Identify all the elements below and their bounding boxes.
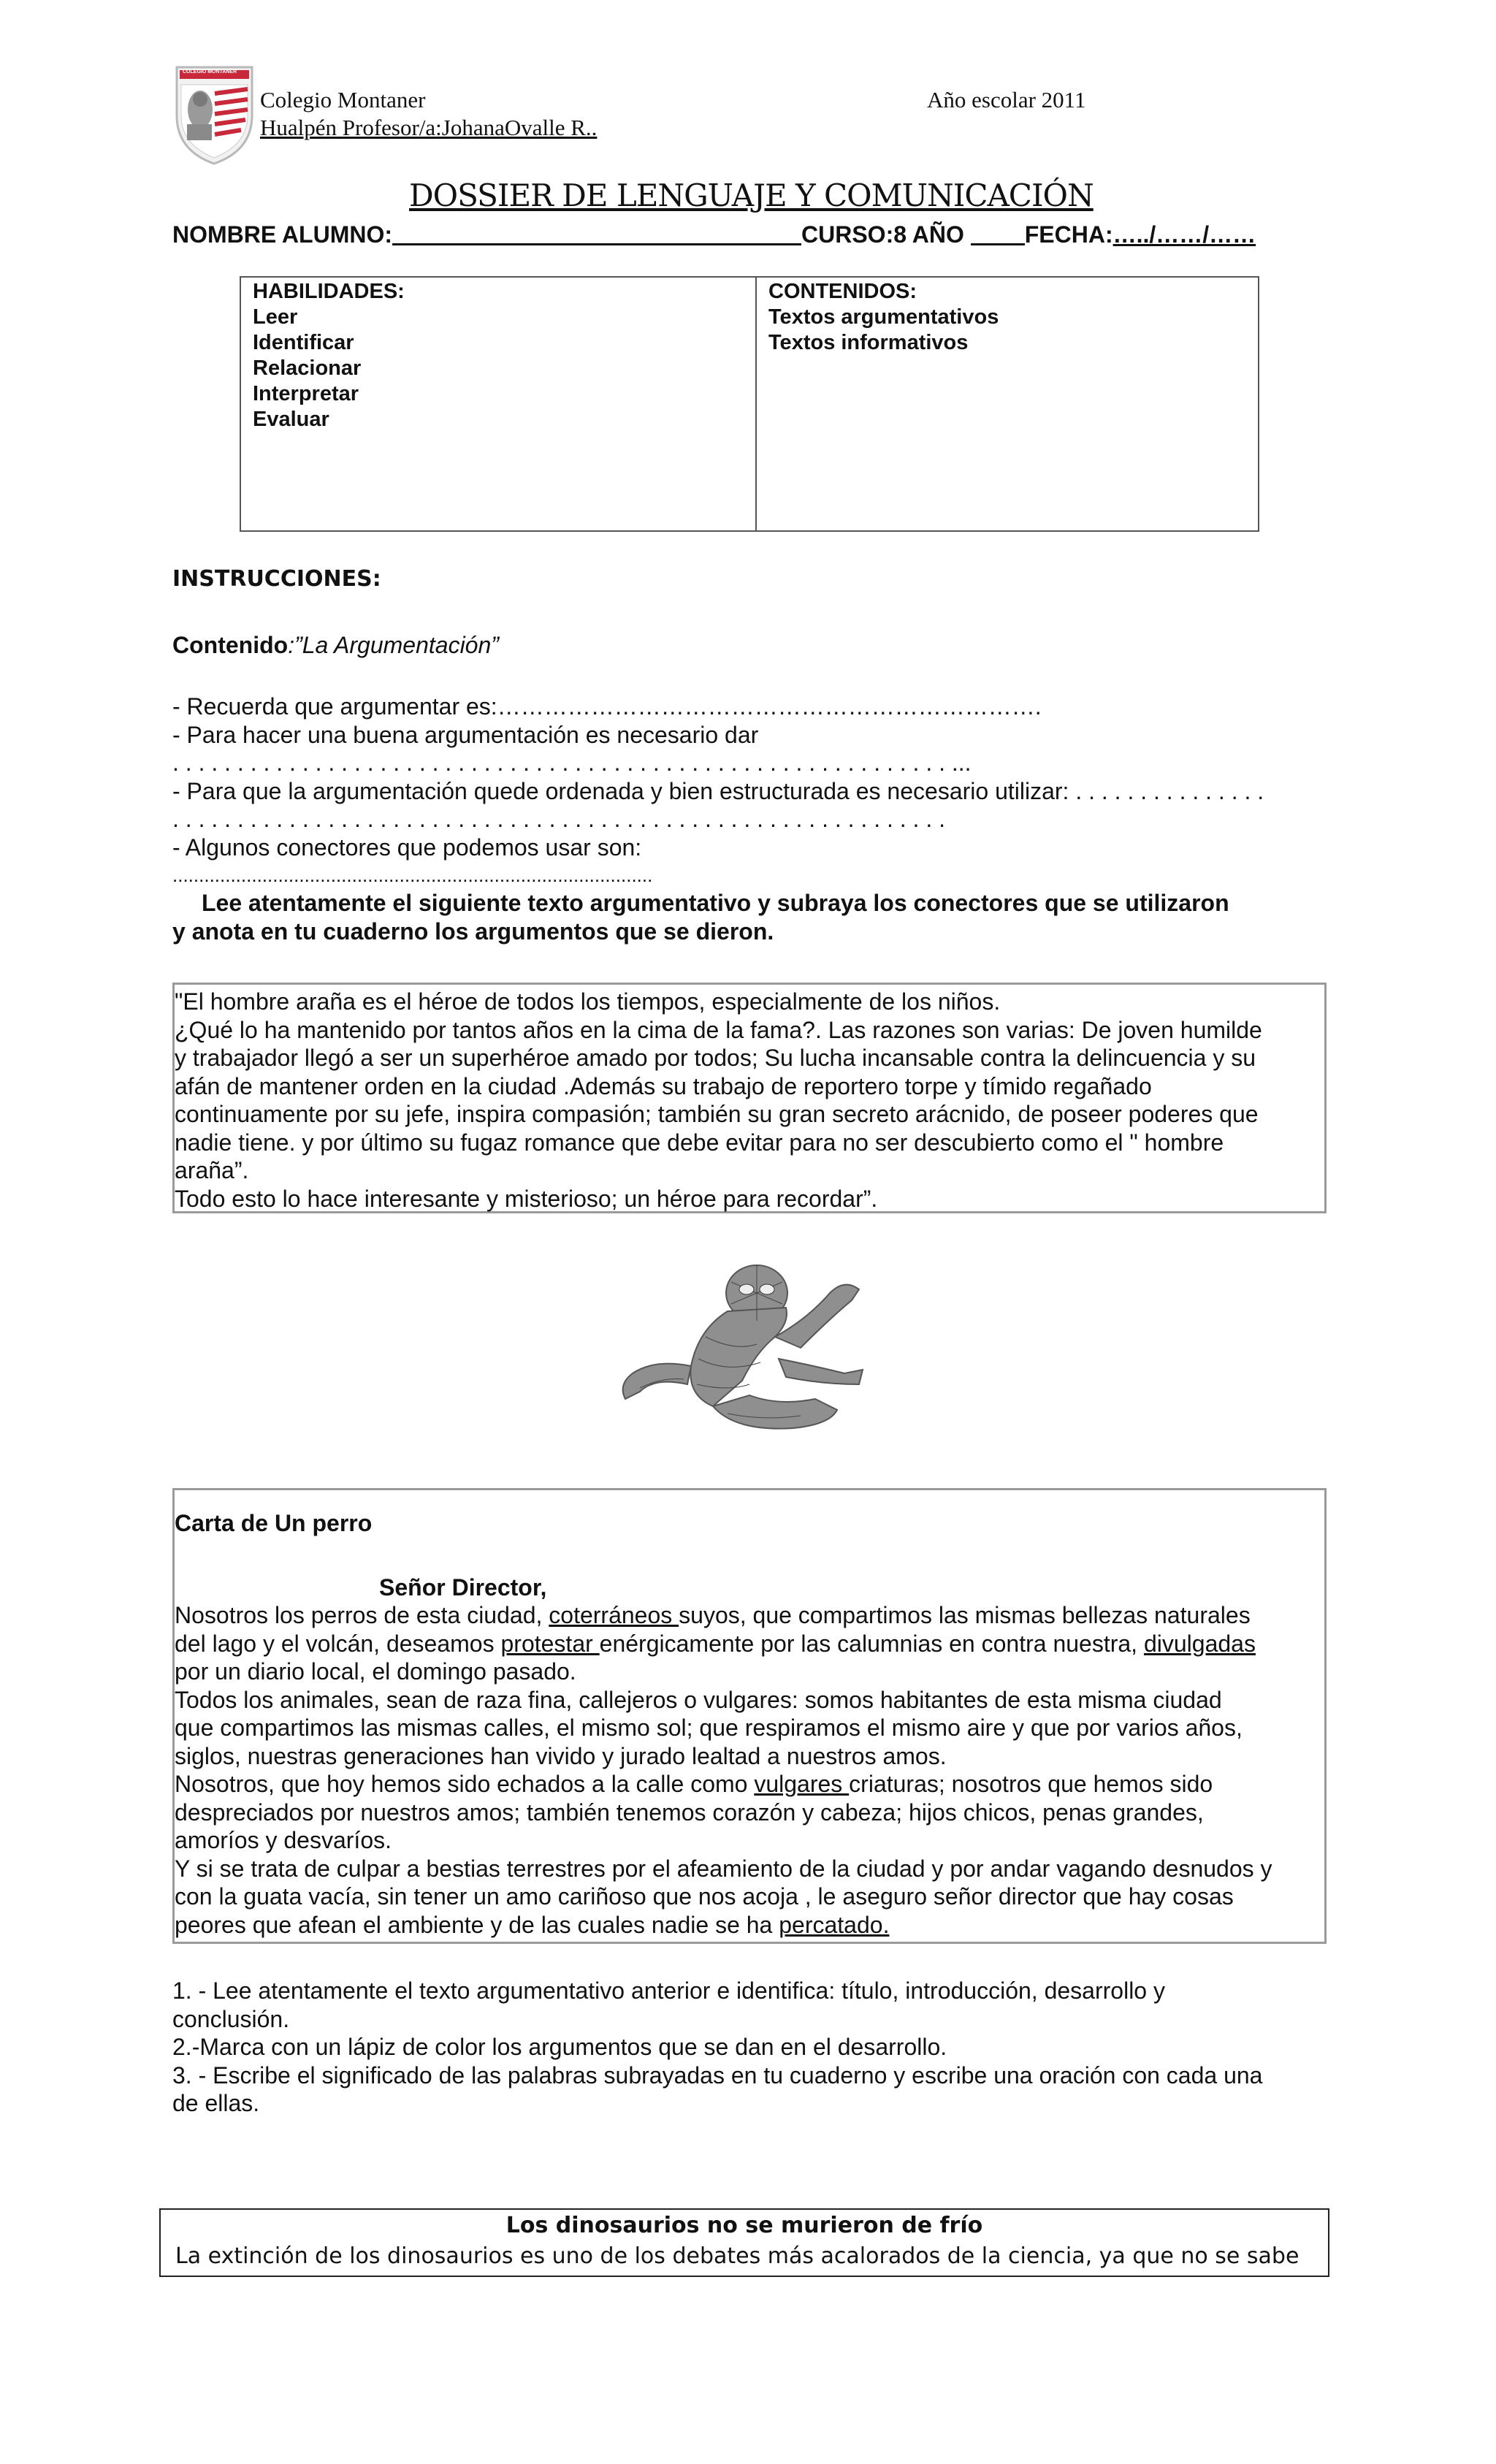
school-logo — [172, 64, 256, 167]
letter-box — [172, 1488, 1327, 1944]
instruction-line: ........................................................................................... — [172, 864, 653, 886]
skills-header: HABILIDADES: — [253, 280, 405, 303]
date-value[interactable]: …../……/…… — [1113, 221, 1256, 248]
letter-line: con la guata vacía, sin tener un amo cariñoso que nos acoja , le aseguro señor director que hay cosas — [175, 1883, 1234, 1910]
contents-header: CONTENIDOS: — [768, 280, 917, 303]
content-value: :”La Argumentación” — [288, 632, 499, 658]
instruction-line: - Recuerda que argumentar es:……………………………………………………………. — [172, 693, 1042, 720]
school-crest-icon — [172, 64, 256, 167]
skill-item: Relacionar — [253, 356, 362, 380]
question-line: 1. - Lee atentamente el texto argumentativo anterior e identifica: título, introducción, desarrollo y — [172, 1977, 1165, 2004]
instruction-lines — [172, 693, 1264, 890]
question-line: 3. - Escribe el significado de las palabras subrayadas en tu cuaderno y escribe una oración con cada una — [172, 2061, 1263, 2089]
skills-cell — [241, 278, 757, 530]
spiderman-icon — [611, 1249, 874, 1446]
task-instruction — [172, 889, 1229, 946]
letter-line: que compartimos las mismas calles, el mismo sol; que respiramos el mismo aire y que por varios años, — [175, 1714, 1243, 1741]
question-line: conclusión. — [172, 2005, 290, 2032]
instruction-line: - Para hacer una buena argumentación es necesario dar — [172, 721, 759, 748]
dinosaurs-line: La extinción de los dinosaurios es uno de los debates más acalorados de la ciencia, ya que no se sabe — [175, 2243, 1300, 2269]
name-label: NOMBRE ALUMNO: — [172, 221, 392, 248]
text-line: ¿Qué lo ha mantenido por tantos años en la cima de la fama?. Las razones son varias: De joven humilde — [175, 1016, 1262, 1043]
letter-line: peores que afean el ambiente y de las cuales nadie se ha percatado. — [175, 1911, 890, 1938]
dinosaurs-title: Los dinosaurios no se murieron de frío — [505, 2213, 983, 2238]
date-label: FECHA: — [1024, 221, 1113, 248]
questions-list — [172, 1977, 1262, 2118]
instruction-line: . . . . . . . . . . . . . . . . . . . . . . . . . . . . . . . . . . . . . . . . . . . . . . . . . . . . . . . . . . . . — [172, 806, 945, 832]
skill-item: Interpretar — [253, 382, 359, 405]
instruction-line: - Para que la argumentación quede ordenada y bien estructurada es necesario utilizar: . . . . . . . . . . . . . . . — [172, 777, 1264, 804]
text-line: Todo esto lo hace interesante y misterioso; un héroe para recordar”. — [175, 1185, 878, 1212]
text-line: araña”. — [175, 1157, 249, 1183]
instruction-line: . . . . . . . . . . . . . . . . . . . . . . . . . . . . . . . . . . . . . . . . . . . . . . . . . . . . . . . . . . . . ... — [172, 750, 972, 776]
question-line: de ellas. — [172, 2090, 260, 2116]
skill-item: Leer — [253, 305, 298, 329]
letter-line: por un diario local, el domingo pasado. — [175, 1658, 576, 1685]
text-line: afán de mantener orden en la ciudad .Además su trabajo de reportero torpe y tímido regañado — [175, 1072, 1152, 1099]
instructions-heading: INSTRUCCIONES: — [172, 566, 381, 592]
logo-text: COLEGIO MONTANER — [183, 69, 237, 75]
content-label: Contenido — [172, 632, 289, 658]
instruction-line: - Algunos conectores que podemos usar son: — [172, 834, 642, 861]
letter-body — [175, 1601, 1272, 1939]
dinosaurs-box — [159, 2208, 1329, 2277]
letter-line: Todos los animales, sean de raza fina, callejeros o vulgares: somos habitantes de esta misma ciudad — [175, 1686, 1222, 1713]
letter-salutation: Señor Director, — [379, 1574, 547, 1601]
teacher-line: Hualpén Profesor/a:JohanaOvalle R.. — [260, 115, 598, 140]
content-line — [172, 631, 499, 660]
content-item: Textos informativos — [768, 331, 969, 354]
spiderman-text-box — [172, 983, 1327, 1213]
school-year: Año escolar 2011 — [927, 87, 1086, 112]
question-line: 2.-Marca con un lápiz de color los argumentos que se dan en el desarrollo. — [172, 2034, 947, 2060]
text-line: continuamente por su jefe, inspira compasión; también su gran secreto arácnido, de poseer poderes que — [175, 1101, 1259, 1127]
skill-item: Evaluar — [253, 408, 329, 431]
letter-title: Carta de Un perro — [175, 1510, 373, 1536]
letter-line: amoríos y desvaríos. — [175, 1827, 392, 1853]
skill-item: Identificar — [253, 331, 354, 354]
name-blank[interactable] — [392, 243, 801, 245]
letter-line: Nosotros, que hoy hemos sido echados a la calle como vulgares criaturas; nosotros que hemos sido — [175, 1771, 1213, 1797]
course-label: CURSO:8 AÑO — [801, 221, 964, 248]
content-item: Textos argumentativos — [768, 305, 999, 329]
task-line-1: Lee atentamente el siguiente texto argumentativo y subraya los conectores que se utilizaron — [202, 890, 1229, 916]
school-name: Colegio Montaner — [260, 87, 426, 112]
text-line: y trabajador llegó a ser un superhéroe amado por todos; Su lucha incansable contra la delincuencia y su — [175, 1045, 1256, 1071]
page-title: DOSSIER DE LENGUAJE Y COMUNICACIÓN — [409, 178, 1094, 213]
text-line: nadie tiene. y por último su fugaz romance que debe evitar para no ser descubierto como el " hombre — [175, 1129, 1224, 1156]
letter-line: Nosotros los perros de esta ciudad, coterráneos suyos, que compartimos las mismas bellezas naturales — [175, 1602, 1251, 1628]
letter-line: Y si se trata de culpar a bestias terrestres por el afeamiento de la ciudad y por andar vagando desnudos y — [175, 1855, 1272, 1882]
spiderman-illustration — [611, 1249, 874, 1446]
student-line — [172, 221, 1256, 249]
letter-line: siglos, nuestras generaciones han vivido y jurado lealtad a nuestros amos. — [175, 1742, 947, 1769]
course-blank[interactable] — [971, 243, 1025, 245]
task-line-2: y anota en tu cuaderno los argumentos que se dieron. — [172, 918, 774, 945]
letter-line: despreciados por nuestros amos; también tenemos corazón y cabeza; hijos chicos, penas grandes, — [175, 1799, 1204, 1826]
contents-cell — [757, 278, 1258, 530]
skills-table — [240, 276, 1259, 532]
text-line: "El hombre araña es el héroe de todos los tiempos, especialmente de los niños. — [175, 988, 1001, 1015]
letter-line: del lago y el volcán, deseamos protestar enérgicamente por las calumnias en contra nuestra, divulgadas — [175, 1630, 1256, 1657]
